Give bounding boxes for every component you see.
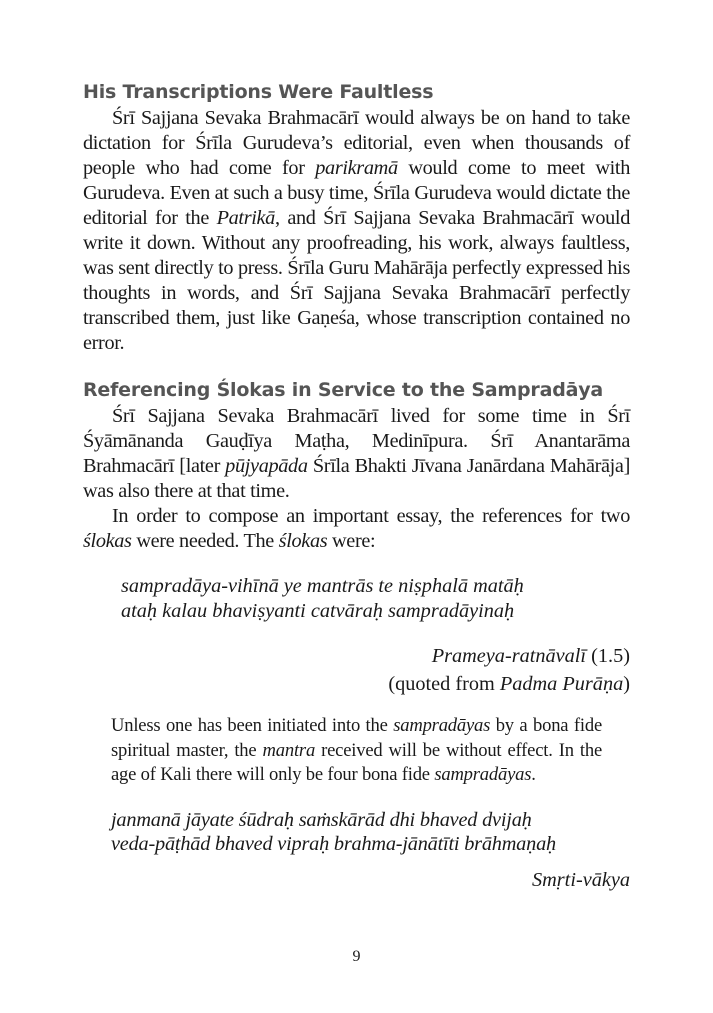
verse-sampradaya [83, 574, 630, 624]
verse-source [83, 642, 630, 670]
text-run: Unless one has been initiated into the [111, 715, 394, 736]
verse-line: ataḥ kalau bhaviṣyanti catvāraḥ sampradāyinaḥ [121, 600, 515, 622]
verse-quoted-from [83, 670, 630, 698]
italic-term: ślokas [83, 530, 132, 552]
italic-term: pūjyapāda [225, 455, 308, 477]
italic-term: ślokas [278, 530, 328, 552]
text-run: were: [327, 530, 376, 552]
verse-line: sampradāya-vihīnā ye mantrās te niṣphalā matāḥ [121, 575, 524, 597]
text-run: Śrī Sajjana Sevaka Brahmacārī would always be on hand to take dictation for Śrīla Gurudeva’s editorial, even when thousands of people who had come for [83, 107, 630, 179]
paragraph-essay [83, 504, 630, 554]
verse-janmana [83, 808, 630, 856]
translation-sampradaya [83, 714, 630, 788]
quoted-title: Padma Purāṇa [499, 673, 624, 695]
text-run: by a bona fide spiritual master, the [111, 715, 602, 761]
text-run: Śrīla Bhakti Jīvana Janārdana Mahārāja] was also there at that time. [83, 455, 630, 502]
text-run: . [531, 764, 536, 785]
italic-term: sampradāyas [434, 764, 532, 785]
paragraph-transcriptions [83, 106, 630, 356]
text-run: Śrī Sajjana Sevaka Brahmacārī lived for some time in Śrī Śyāmānanda Gauḍīya Maṭha, Medinīpura. Śrī Anantarāma Brahmacārī [later [83, 405, 630, 477]
verse-source-smrti: Smṛti-vākya [532, 868, 630, 891]
text-run: were needed. The [131, 530, 279, 552]
section-heading-transcriptions: His Transcriptions Were Faultless [83, 81, 434, 103]
text-run: would come to meet with Gurudeva. Even at such a busy time, Śrīla Gurudeva would dictate the editorial for the [83, 157, 631, 229]
page-body [83, 78, 630, 894]
text-run: In order to compose an important essay, the references for two [112, 505, 630, 527]
italic-term: mantra [262, 739, 316, 761]
italic-term: Patrikā [216, 207, 275, 229]
text-run: (quoted from [388, 673, 500, 695]
text-run: ) [623, 673, 630, 695]
verse-line: veda-pāṭhād bhaved vipraḥ brahma-jānātīti brāhmaṇaḥ [111, 832, 556, 855]
page-number: 9 [352, 948, 361, 965]
verse-line: janmanā jāyate śūdraḥ saṁskārād dhi bhaved dvijaḥ [111, 808, 532, 831]
text-run: received will be without effect. In the age of Kali there will only be four bona fide [111, 739, 603, 785]
italic-term: parikramā [315, 157, 398, 179]
text-run: , and Śrī Sajjana Sevaka Brahmacārī would write it down. Without any proofreading, his work, always faultless, was sent directly to press. Śrīla Guru Mahārāja perfectly expressed his thoughts in words, and Śrī Sajjana Sevaka Brahmacārī perfectly transcribed them, just like Gaṇeśa, whose transcription contained no error. [83, 207, 630, 354]
section-heading-slokas: Referencing Ślokas in Service to the Sampradāya [83, 379, 604, 401]
source-title: Prameya-ratnāvalī [431, 645, 587, 667]
source-ref: (1.5) [586, 645, 630, 667]
italic-term: sampradāyas [393, 715, 491, 736]
paragraph-syamananda [83, 404, 630, 504]
